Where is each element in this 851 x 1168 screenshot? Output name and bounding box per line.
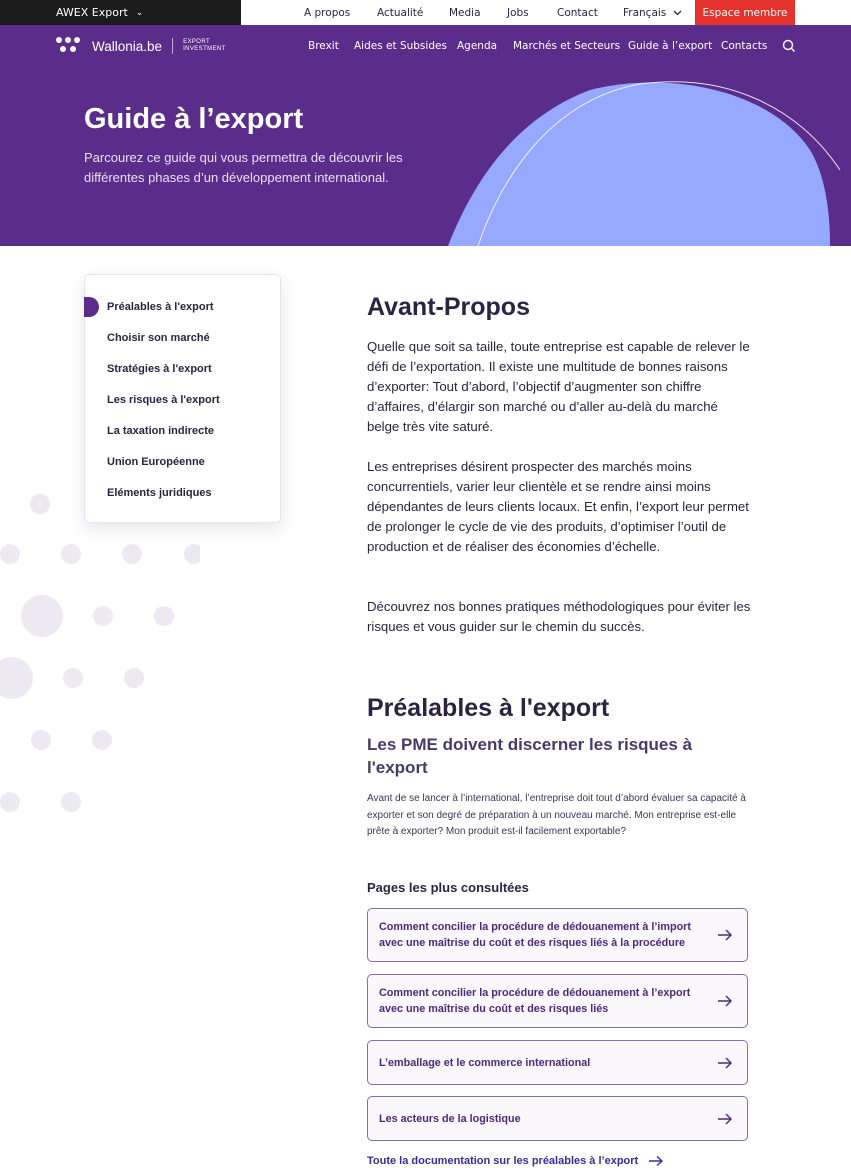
main-navbar <box>0 25 851 67</box>
nav-marches-secteurs[interactable]: Marchés et Secteurs <box>513 40 621 52</box>
awex-export-label: AWEX Export <box>56 6 128 19</box>
hero-decoration <box>440 80 851 246</box>
arrow-right-icon <box>717 1111 733 1127</box>
prealables-intro: Avant de se lancer à l’international, l’entreprise doit tout d’abord évaluer sa capacité à exporter et son degré de préparation à un nouveau marché. Mon entreprise est-elle prête à exporter? Mon produit est-il facilement exportable? <box>367 793 746 837</box>
nav-guide-export[interactable]: Guide à l’export <box>628 40 713 52</box>
sidebar-item-prealables[interactable]: Préalables à l'export <box>107 301 214 313</box>
sidebar-item-choisir-marche[interactable]: Choisir son marché <box>107 332 210 344</box>
language-label: Français <box>623 6 667 19</box>
utility-bar <box>0 0 851 25</box>
arrow-right-icon <box>717 1055 733 1071</box>
all-documentation-label: Toute la documentation sur les préalables à l’export <box>367 1155 639 1167</box>
util-link-actualite[interactable]: Actualité <box>377 6 424 19</box>
logo-subtitle: EXPORT INVESTMENT <box>183 39 226 52</box>
hero-banner <box>0 25 851 246</box>
sidebar-item-strategies[interactable]: Stratégies à l'export <box>107 363 212 375</box>
logo-dots-icon <box>56 37 82 55</box>
sidebar-item-taxation[interactable]: La taxation indirecte <box>107 425 214 437</box>
util-link-contact[interactable]: Contact <box>557 6 598 19</box>
awex-export-dropdown[interactable] <box>0 0 241 25</box>
avant-propos-paragraph-3: Découvrez nos bonnes pratiques méthodologiques pour éviter les risques et vous guider sur le chemin du succès. <box>367 599 751 634</box>
util-link-media[interactable]: Media <box>449 6 481 19</box>
avant-propos-heading: Avant-Propos <box>367 293 530 321</box>
util-link-jobs[interactable]: Jobs <box>507 6 529 19</box>
prealables-subheading: Les PME doivent discerner les risques à l'export <box>367 735 693 777</box>
popular-link-card[interactable] <box>367 1040 748 1085</box>
popular-link-text: Comment concilier la procédure de dédouanement à l’import avec une maîtrise du coût et des risques liés à la procédure <box>379 921 691 949</box>
nav-agenda[interactable]: Agenda <box>457 40 498 52</box>
arrow-right-icon <box>648 1155 664 1167</box>
logo-name: Wallonia.be <box>92 38 163 54</box>
member-area-button[interactable]: Espace membre <box>695 0 795 25</box>
all-documentation-link[interactable] <box>367 1155 664 1167</box>
search-icon[interactable] <box>782 39 796 53</box>
logo-divider <box>172 38 173 54</box>
avant-propos-paragraph-1: Quelle que soit sa taille, toute entreprise est capable de relever le défi de l’exportation. Il existe une multitude de bonnes raisons d’exporter: Tout d’abord, l’objectif d’augmenter son chiffre d’affaires, d’élargir son marché ou d’aller au-delà du marché belge très vite saturé. <box>367 339 750 434</box>
page-title: Guide à l’export <box>84 103 304 135</box>
sidebar-item-union-europeenne[interactable]: Union Européenne <box>107 456 205 468</box>
popular-link-text: Comment concilier la procédure de dédouanement à l’export avec une maîtrise du coût et des risques liés <box>379 987 691 1015</box>
dots-decoration <box>0 470 200 830</box>
page-subtitle: Parcourez ce guide qui vous permettra de découvrir les différentes phases d’un développement international. <box>84 150 403 185</box>
arrow-right-icon <box>717 993 733 1009</box>
chevron-down-icon <box>673 10 682 16</box>
popular-link-text: Les acteurs de la logistique <box>379 1112 521 1125</box>
popular-link-card[interactable] <box>367 974 748 1028</box>
arrow-right-icon <box>717 927 733 943</box>
language-selector[interactable] <box>623 7 682 19</box>
chevron-down-icon: ⌄ <box>135 7 144 18</box>
popular-link-card[interactable] <box>367 908 748 962</box>
wallonia-logo[interactable] <box>56 37 226 55</box>
util-link-a-propos[interactable]: A propos <box>304 6 351 19</box>
popular-link-card[interactable] <box>367 1096 748 1141</box>
nav-aides-subsides[interactable]: Aides et Subsides <box>354 40 447 52</box>
sidebar-item-elements-juridiques[interactable]: Eléments juridiques <box>107 487 212 499</box>
nav-brexit[interactable]: Brexit <box>308 40 339 52</box>
nav-contacts[interactable]: Contacts <box>721 40 768 52</box>
popular-link-text: L’emballage et le commerce international <box>379 1056 591 1069</box>
sidebar-item-risques[interactable]: Les risques à l'export <box>107 394 220 406</box>
avant-propos-paragraph-2: Les entreprises désirent prospecter des marchés moins concurrentiels, varier leur clientèle et se rendre ainsi moins dépendantes de leurs clients locaux. Et enfin, l’export leur permet de prolonger le cycle de vie des produits, d’optimiser l’outil de production et de réaliser des économies d’échelle. <box>367 459 749 554</box>
guide-sidebar <box>84 274 281 523</box>
popular-pages-heading: Pages les plus consultées <box>367 880 529 895</box>
active-indicator <box>84 297 99 317</box>
prealables-heading: Préalables à l'export <box>367 694 610 722</box>
